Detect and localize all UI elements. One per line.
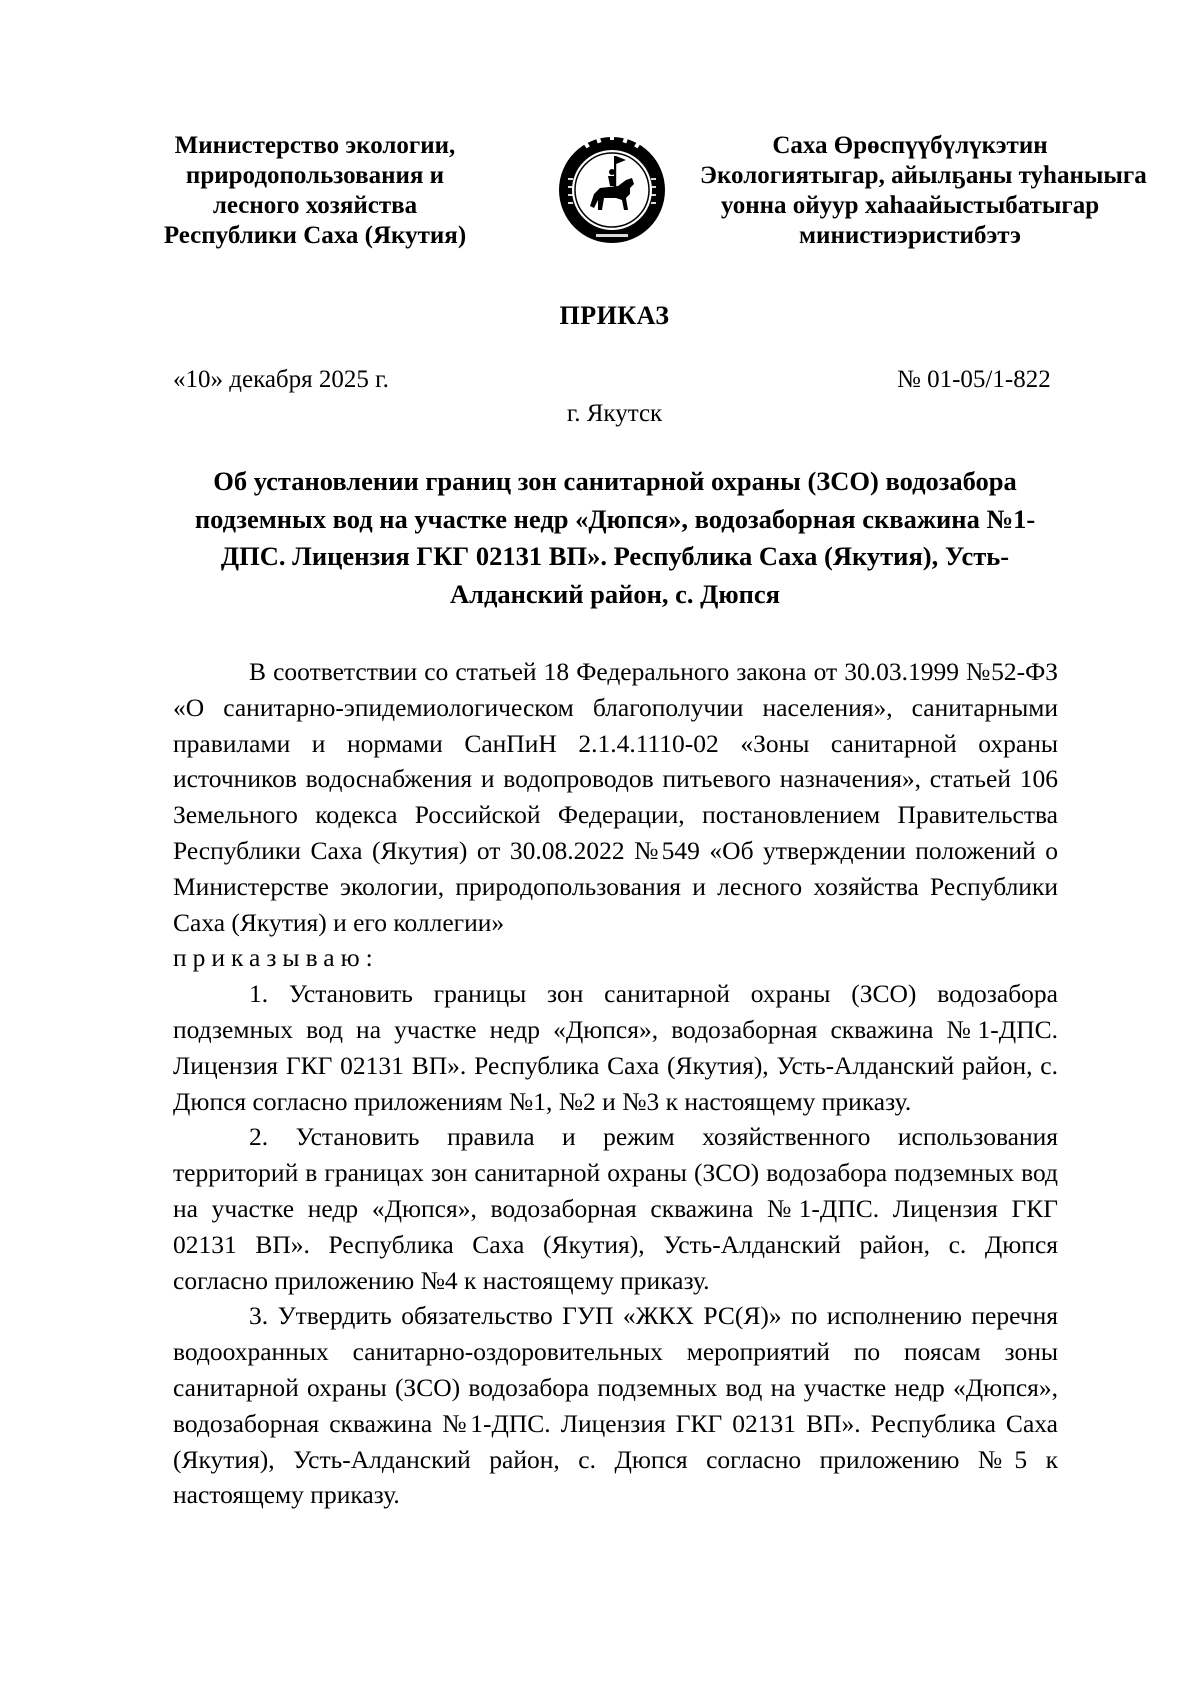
- document-type-title: ПРИКАЗ: [559, 301, 670, 330]
- ministry-line: лесного хозяйства: [212, 192, 418, 219]
- ministry-line: природопользования и: [185, 162, 445, 189]
- preamble-paragraph: В соответствии со статьей 18 Федерального закона от 30.03.1999 №52-ФЗ «О санитарно-эпидемиологическом благополучии населения», санитарными правилами и нормами СанПиН 2.1.4.1110-02 «Зоны санитарной охраны источников водоснабжения и водопроводов питьевого назначения», статьей 106 Земельного кодекса Российской Федерации, постановлением Правительства Республики Саха (Якутия) от 30.08.2022 №549 «Об утверждении положений о Министерстве экологии, природопользования и лесного хозяйства Республики Саха (Якутия) и его коллегии»: [173, 657, 1058, 937]
- order-item: 1. Установить границы зон санитарной охраны (ЗСО) водозабора подземных вод на участке недр «Дюпся», водозаборная скважина №1-ДПС. Лицензия ГКГ 02131 ВП». Республика Саха (Якутия), Усть-Алданский район, с. Дюпся согласно приложениям №1, №2 и №3 к настоящему приказу.: [173, 979, 1058, 1116]
- ministry-name-sakha: [700, 131, 1147, 251]
- order-item: 3. Утвердить обязательство ГУП «ЖКХ РС(Я)» по исполнению перечня водоохранных санитарно-оздоровительных мероприятий по поясам зоны санитарной охраны (ЗСО) водозабора подземных вод на участке недр «Дюпся», водозаборная скважина №1-ДПС. Лицензия ГКГ 02131 ВП». Республика Саха (Якутия), Усть-Алданский район, с. Дюпся согласно приложению №5 к настоящему приказу.: [173, 1301, 1058, 1510]
- ministry-line: уонна ойуур хаһаайыстыбатыгар: [720, 192, 1100, 219]
- ministry-line: Экологиятыгар, айылҕаны туһаныыга: [700, 162, 1147, 189]
- subject-line: ДПС. Лицензия ГКГ 02131 ВП». Республика Саха (Якутия), Усть-: [220, 541, 1010, 571]
- ministry-name-russian: [150, 131, 480, 251]
- order-city: г. Якутск: [566, 400, 663, 427]
- subject-line: подземных вод на участке недр «Дюпся», водозаборная скважина №1-: [194, 503, 1036, 534]
- order-date: «10» декабря 2025 г.: [173, 366, 389, 393]
- order-subject: [170, 463, 1060, 613]
- subject-line: Об установлении границ зон санитарной охраны (ЗСО) водозабора: [213, 466, 1017, 496]
- order-word: приказываю:: [173, 943, 379, 973]
- ministry-line: Саха Өрөспүүбүлүкэтин: [772, 132, 1048, 159]
- ministry-line: министиэристибэтэ: [799, 222, 1021, 249]
- order-body: [173, 654, 1058, 1513]
- order-number: № 01-05/1-822: [897, 366, 1051, 393]
- sakha-coat-of-arms-icon: [556, 128, 668, 250]
- ministry-line: Министерство экологии,: [174, 132, 456, 159]
- subject-line: Алданский район, с. Дюпся: [449, 578, 780, 609]
- ministry-line: Республики Саха (Якутия): [163, 222, 467, 249]
- order-item: 2. Установить правила и режим хозяйственного использования территорий в границах зон санитарной охраны (ЗСО) водозабора подземных вод на участке недр «Дюпся», водозаборная скважина №1-ДПС. Лицензия ГКГ 02131 ВП». Республика Саха (Якутия), Усть-Алданский район, с. Дюпся согласно приложению №4 к настоящему приказу.: [173, 1122, 1058, 1295]
